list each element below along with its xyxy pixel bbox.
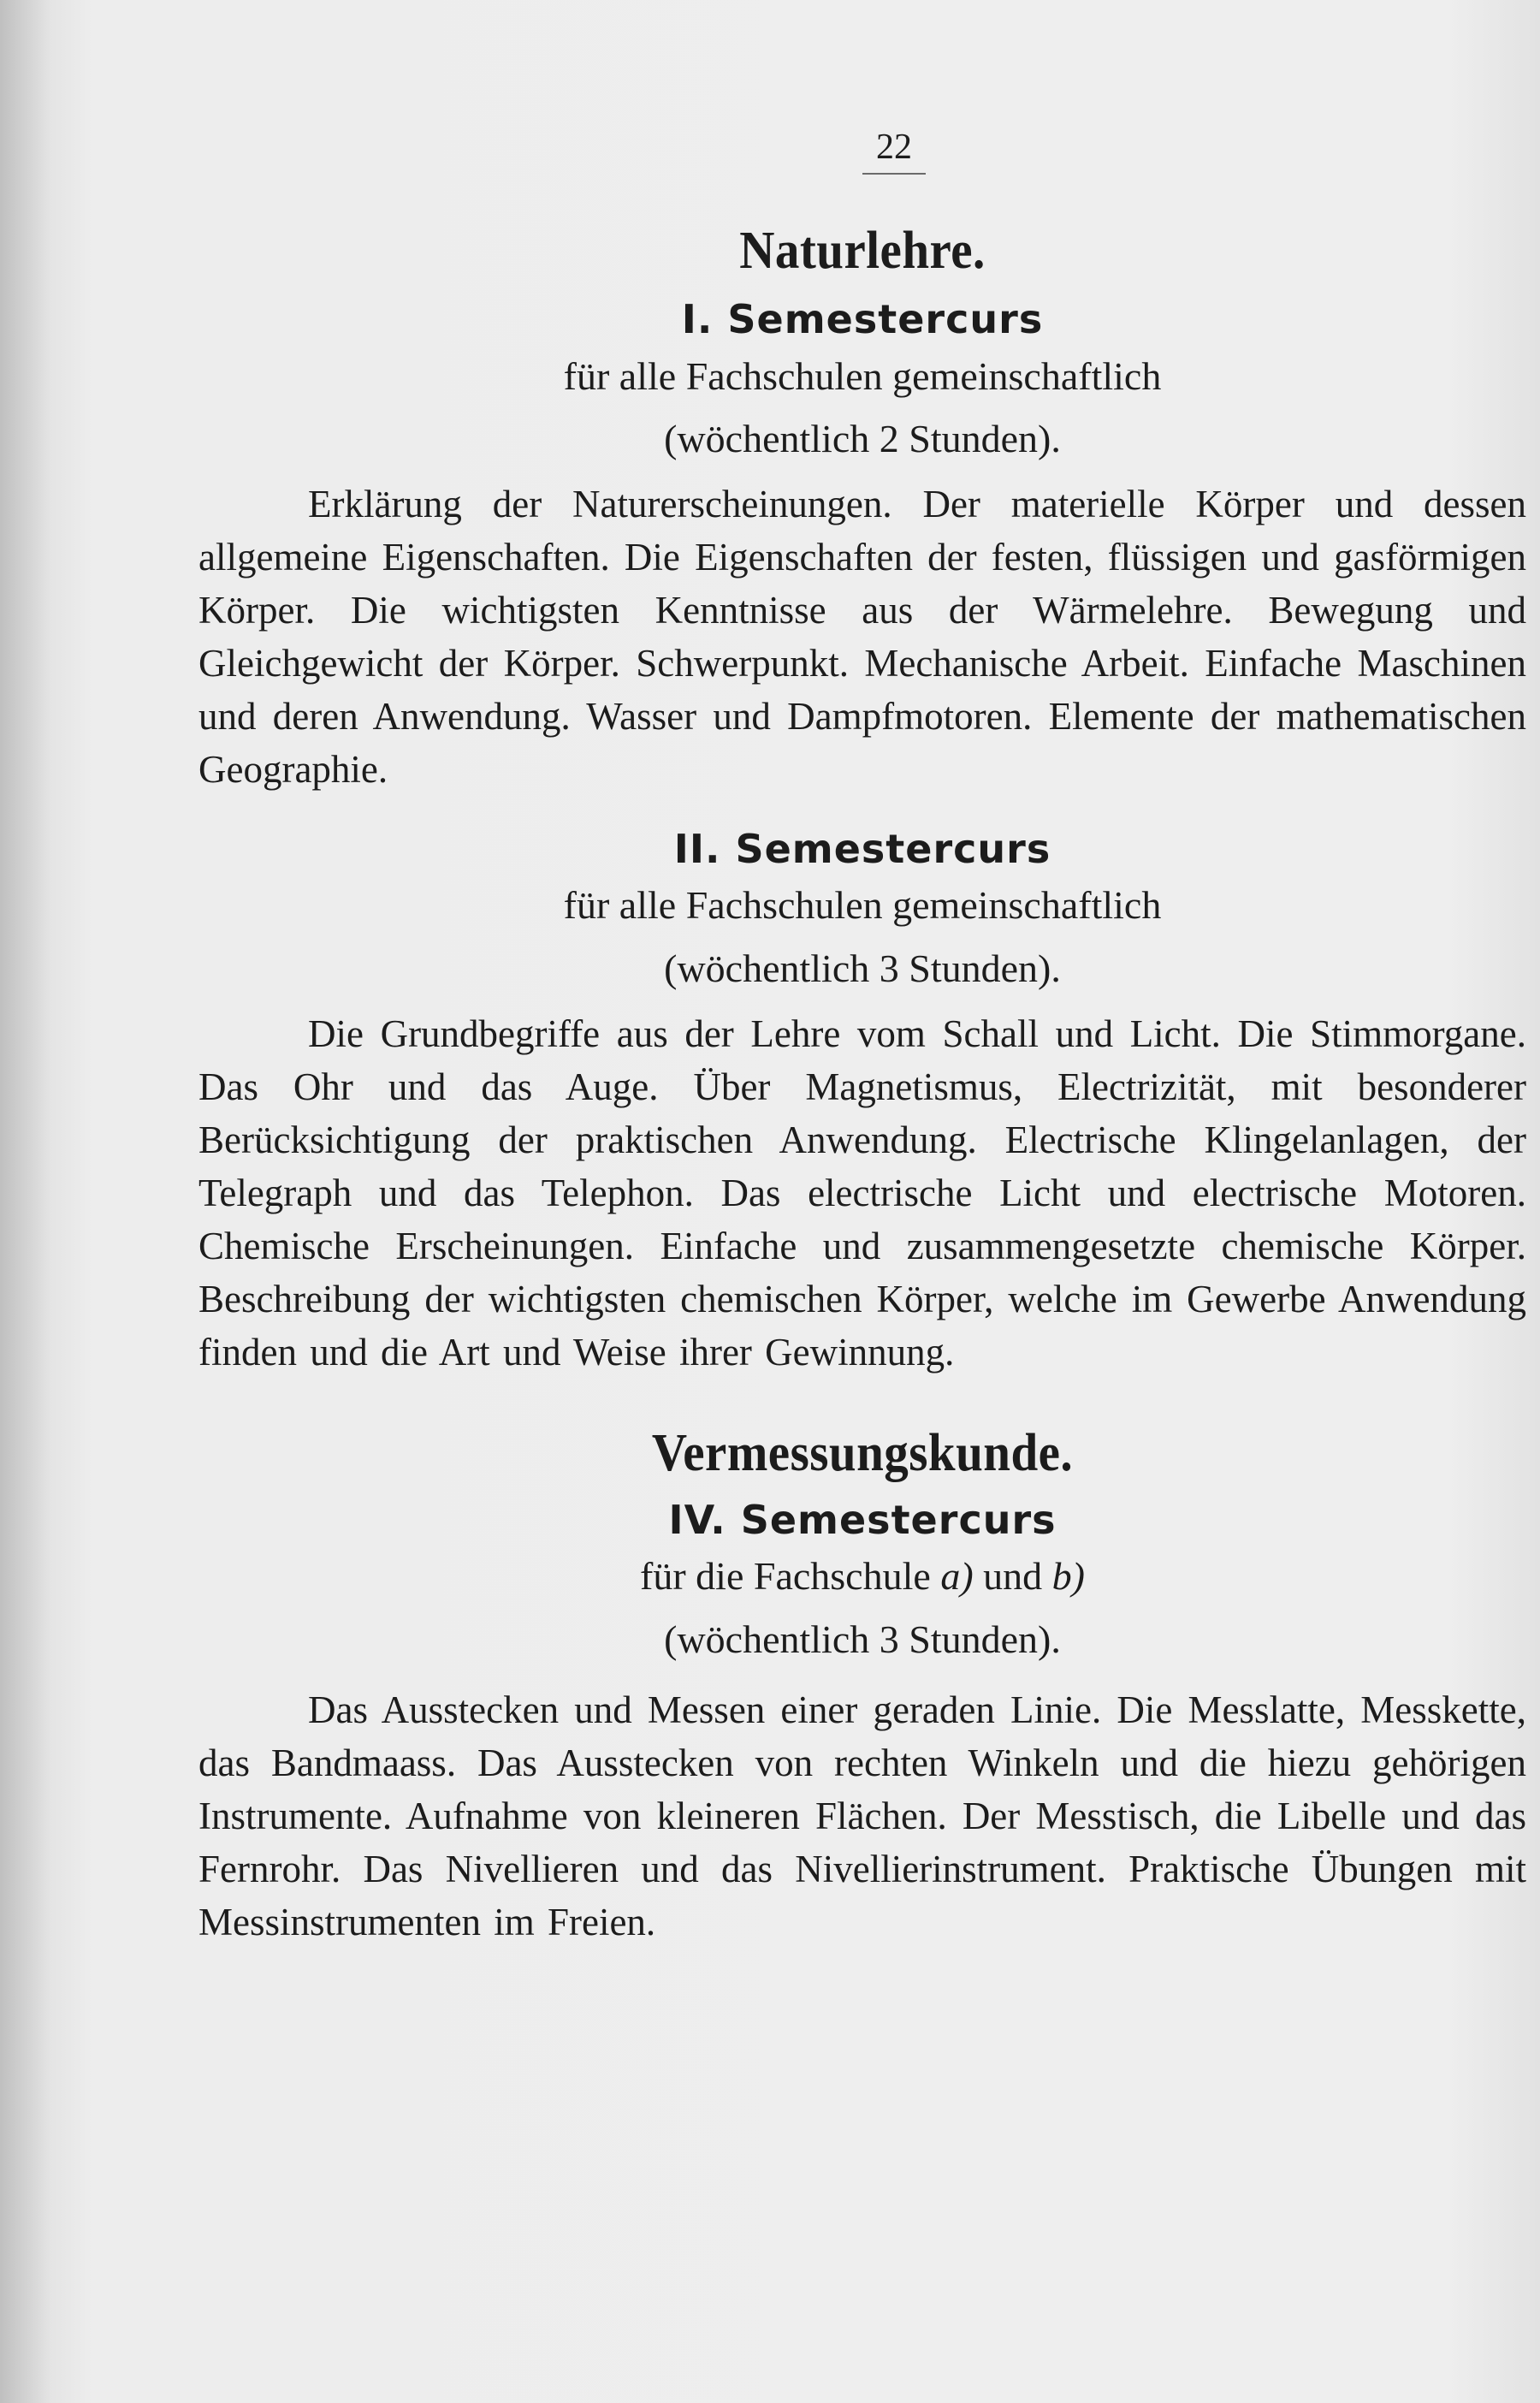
course-title: II. Semestercurs	[673, 825, 1051, 872]
course-hours: (wöchentlich 3 Stunden).	[664, 1617, 1061, 1662]
section-title-vermessungskunde: Vermessungskunde.	[651, 1423, 1074, 1482]
course-audience: für alle Fachschulen gemeinschaftlich	[563, 883, 1162, 928]
course-hours: (wöchentlich 3 Stunden).	[664, 946, 1061, 991]
page-number: 22	[862, 127, 926, 175]
course-description: Erklärung der Naturerscheinungen. Der materielle Körper und dessen allgemeine Eigenschaften. Die Eigenschaften der festen, flüssigen und gasförmigen Körper. Die wichtigsten Kenntnisse aus der Wärmelehre. Bewegung und Gleichgewicht der Körper. Schwerpunkt. Mechanische Arbeit. Einfache Maschinen und deren Anwendung. Wasser und Dampfmotoren. Elemente der mathematischen Geographie.	[198, 482, 1526, 791]
page-number-container	[0, 127, 1540, 175]
course-audience	[198, 1545, 1526, 1608]
audience-and: und	[983, 1554, 1043, 1599]
page-edge-shadow	[0, 0, 51, 2403]
page-content	[198, 221, 1526, 1949]
course-title: IV. Semestercurs	[668, 1496, 1057, 1543]
course-title: I. Semestercurs	[681, 296, 1044, 343]
audience-prefix: für die Fachschule	[640, 1554, 931, 1599]
course-audience: für alle Fachschulen gemeinschaftlich	[563, 353, 1162, 398]
course-description: Die Grundbegriffe aus der Lehre vom Schall und Licht. Die Stimmorgane. Das Ohr und das Auge. Über Magnetismus, Electrizität, mit besonderer Berücksichtigung der praktischen Anwendung. Electrische Klingelanlagen, der Telegraph und das Telephon. Das electrische Licht und electrische Motoren. Chemische Erscheinungen. Einfache und zusammengesetzte chemische Körper. Beschreibung der wichtigsten chemischen Körper, welche im Gewerbe Anwendung finden und die Art und Weise ihrer Gewinnung.	[198, 1012, 1526, 1374]
course-hours: (wöchentlich 2 Stunden).	[664, 417, 1061, 461]
audience-a: a)	[940, 1554, 974, 1599]
course-description: Das Ausstecken und Messen einer geraden Linie. Die Messlatte, Messkette, das Bandmaass. Das Ausstecken von rechten Winkeln und die hiezu gehörigen Instrumente. Aufnahme von kleineren Flächen. Der Messtisch, die Libelle und das Fernrohr. Das Nivellieren und das Nivellierinstrument. Praktische Übungen mit Messinstrumenten im Freien.	[198, 1688, 1526, 1943]
audience-b: b)	[1051, 1554, 1085, 1599]
section-title-naturlehre: Naturlehre.	[739, 222, 986, 280]
